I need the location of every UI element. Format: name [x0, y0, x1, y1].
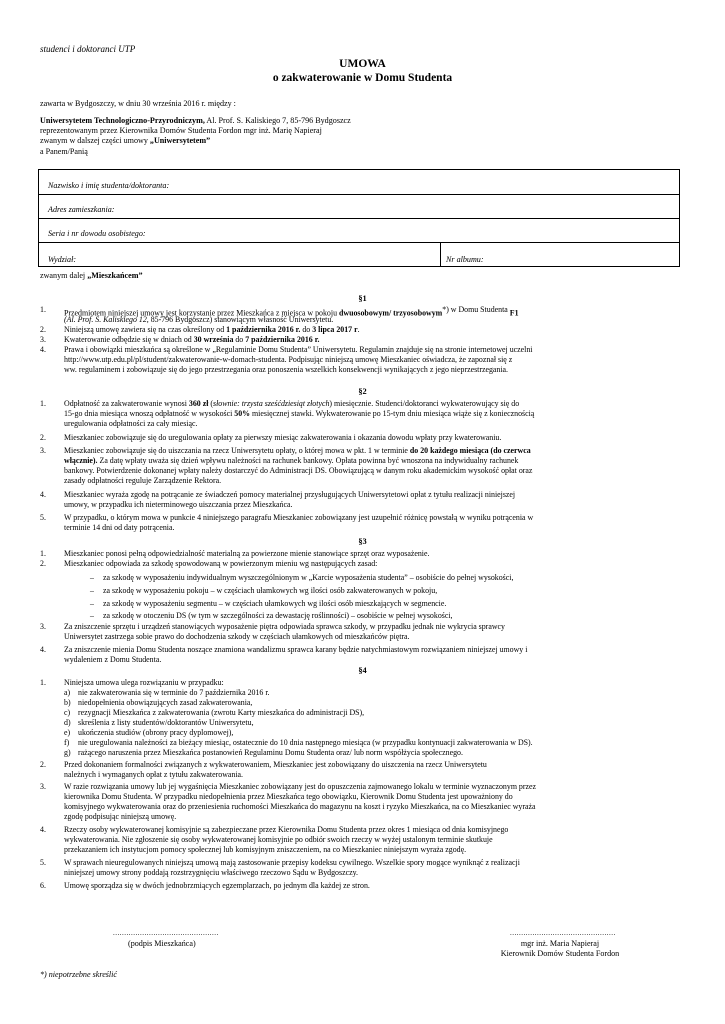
s2-item-3-line2: włącznie). Za datę wpłaty uważa się dzień wpływu należności na rachunek bankowy. Opłata powinna być wnoszona na indywidualny rachunek — [64, 456, 519, 465]
item-number: 1. — [40, 305, 46, 314]
s3-item-2: Mieszkaniec odpowiada za szkodę spowodowaną w powierzonym mieniu wg następujących zasad: — [64, 559, 378, 568]
document-title: UMOWA — [339, 58, 386, 70]
s3-item-3-line2: Uniwersytet zastrzega sobie prawo do dochodzenia szkody w częściach ułamkowych od mieszkańców piętra. — [64, 632, 410, 641]
address-field-label: Adres zamieszkania: — [48, 205, 115, 214]
item-number: 1. — [40, 678, 46, 687]
s4-letter: g) — [64, 748, 71, 757]
university-address: Al. Prof. S. Kaliskiego 7, 85-796 Bydgoszcz — [204, 116, 351, 125]
s1-item-4-line3: ww. regulaminem i zobowiązuje się do jego przestrzegania oraz ponoszenia wszelkich konsekwencji wynikających z jego nieprzestrzegania. — [64, 365, 509, 374]
s3-item-4-line2: wydaleniem z Domu Studenta. — [64, 655, 162, 664]
s3-item-4-line1: Za zniszczenie mienia Domu Studenta noszące znamiona wandalizmu sprawca karany będzie natychmiastowym rozwiązaniem niniejszej umowy i — [64, 645, 528, 654]
section-4-heading: §4 — [358, 666, 367, 675]
s4-letter: d) — [64, 718, 71, 727]
id-field-label: Seria i nr dowodu osobistego: — [48, 229, 146, 238]
item-number: 4. — [40, 825, 46, 834]
s4-letter: f) — [64, 738, 70, 747]
section-3 — [40, 549, 690, 669]
intro-date-line: zawarta w Bydgoszczy, w dniu 30 września 2016 r. między : — [40, 99, 236, 108]
s2-item-5-line2: terminie 14 dni od daty potrącenia. — [64, 523, 175, 532]
s2-item-4-line2: umowy, w przypadku ich nieterminowego uiszczania przez Mieszkańca. — [64, 500, 293, 509]
resident-signature-line: ............................................... — [113, 929, 219, 937]
item-number: 1. — [40, 399, 46, 408]
s4-reason: rezygnacji Mieszkańca z zakwaterowania (zwrotu Karty mieszkańca do administracji DS), — [78, 708, 365, 717]
item-number: 1. — [40, 549, 46, 558]
s2-item-1-line1: Odpłatność za zakwaterowanie wynosi 360 zł (słownie: trzysta sześćdziesiąt złotych) miesięcznie. Studenci/doktoranci wykwaterowujący się do — [64, 399, 520, 408]
s4-item-3-line2: kierownika Domu Studenta. W przypadku niedopełnienia przez Mieszkańca tego obowiązku, Kierownik Domu Studenta jest upoważniony do — [64, 792, 513, 801]
s4-reason: skreślenia z listy studentów/doktorantów Uniwersytetu, — [78, 718, 254, 727]
album-field-label: Nr albumu: — [446, 255, 484, 264]
section-1 — [40, 305, 690, 389]
s1-item-4-line1: Prawa i obowiązki mieszkańca są określone w „Regulaminie Domu Studenta” Uniwersytetu. Regulamin znajduje się na stronie internetowej uczelni — [64, 345, 533, 354]
manager-title: Kierownik Domów Studenta Fordon — [500, 949, 620, 958]
s4-item-2-line1: Przed dokonaniem formalności związanych z wykwaterowaniem, Mieszkaniec jest zobowiązany do uiszczenia na rzecz Uniwersytetu — [64, 760, 487, 769]
dash-bullet: – — [90, 586, 94, 595]
item-number: 4. — [40, 490, 46, 499]
s1-item-2: Niniejszą umowę zawiera się na czas określony od 1 października 2016 r. do 3 lipca 2017 r. — [64, 325, 360, 334]
item-number: 5. — [40, 513, 46, 522]
item-number: 2. — [40, 559, 46, 568]
footnote: *) niepotrzebne skreślić — [40, 970, 118, 979]
s4-reason: rażącego naruszenia przez Mieszkańca postanowień Regulaminu Domu Studenta oraz/ lub norm współżycia społecznego. — [78, 748, 463, 757]
intro-represented: reprezentowanym przez Kierownika Domów Studenta Fordon mgr inż. Marię Napieraj — [40, 126, 322, 135]
form-row-address — [39, 194, 679, 219]
s2-item-3-line1: Mieszkaniec zobowiązuje się do uiszczania na rzecz Uniwersytetu opłaty, o której mowa w pkt. 1 w terminie do 20 każdego miesiąca (do czerwca — [64, 446, 531, 455]
s4-letter: a) — [64, 688, 71, 697]
item-number: 5. — [40, 858, 46, 867]
manager-name: mgr inż. Maria Napieraj — [520, 939, 600, 948]
dash-bullet: – — [90, 573, 94, 582]
s4-letter: b) — [64, 698, 71, 707]
s4-item-1: Niniejsza umowa ulega rozwiązaniu w przypadku: — [64, 678, 224, 687]
s4-reason: nie uregulowania należności za bieżący miesiąc, ostatecznie do 10 dnia następnego miesiąca (w przypadku kontynuacji zakwaterowania w DS). — [78, 738, 533, 747]
item-number: 6. — [40, 881, 46, 890]
s3-rule-2: za szkodę w wyposażeniu pokoju – w częściach ułamkowych wg ilości osób zakwaterowanych w pokoju, — [103, 586, 438, 595]
section-2-heading: §2 — [358, 387, 367, 396]
s1-item-1: Przedmiotem niniejszej umowy jest korzystanie przez Mieszkańca z miejsca w pokoju dwuosobowym/ trzyosobowym$^{*) w Domu Studenta}$ F1 — [64, 305, 519, 318]
s4-letter: e) — [64, 728, 71, 737]
s4-reason: niedopełnienia obowiązujących zasad zakwaterowania, — [78, 698, 253, 707]
section-4 — [40, 678, 690, 908]
s2-item-3-line4: zasady odpłatności reguluje Zarządzenie Rektora. — [64, 476, 222, 485]
intro-university — [40, 116, 690, 126]
s2-item-1-line3: uregulowania odpłatności za cały miesiąc. — [64, 419, 198, 428]
student-data-form — [38, 169, 680, 267]
called-line — [40, 271, 690, 281]
item-number: 3. — [40, 335, 46, 344]
s4-item-3-line1: W razie rozwiązania umowy lub jej wygaśnięcia Mieszkaniec zobowiązany jest do opuszczenia zajmowanego lokalu w terminie wyznaczonym przez — [64, 782, 537, 791]
s4-item-2-line2: należnych i wymaganych opłat z tytułu zakwaterowania. — [64, 770, 244, 779]
dash-bullet: – — [90, 599, 94, 608]
item-number: 4. — [40, 645, 46, 654]
intro-party: a Panem/Panią — [40, 147, 88, 156]
s4-reason: ukończenia studiów (obrony pracy dyplomowej), — [78, 728, 234, 737]
s2-item-3-line3: bankowy. Potwierdzenie dokonanej wpłaty należy dostarczyć do Administracji DS. Obowiązującą w danym roku akademickim wysokość opłat oraz — [64, 466, 533, 475]
faculty-field-label: Wydział: — [48, 255, 77, 264]
s4-item-4-line2: wykwaterowania. Nie zgłoszenie się osoby wykwaterowanej komisyjnie po odbiór swoich rzeczy w wyżej ustalonym terminie skutkuje — [64, 835, 493, 844]
s2-item-1-line2: 15-go dnia miesiąca wnoszą odpłatność w wysokości 50% miesięcznej stawki. Wykwaterowanie po 15-tym dniu miesiąca wiąże się z koniecznością — [64, 409, 535, 418]
s1-item-1-line2: (Al. Prof. S. Kaliskiego 12, 85-796 Bydgoszcz) stanowiącym własność Uniwersytetu. — [64, 315, 334, 324]
item-number: 2. — [40, 760, 46, 769]
s1-item-4-line2: http://www.utp.edu.pl/pl/student/zakwaterowanie-w-domach-studenta. Podpisując niniejszą umowę Mieszkaniec oświadcza, że zapoznał się z — [64, 355, 513, 364]
resident-signature-label: (podpis Mieszkańca) — [128, 939, 196, 948]
section-1-heading: §1 — [358, 294, 367, 303]
s4-item-5-line2: niniejszej umowy strony poddają rozstrzygnięciu właściwego rzeczowo Sądu w Bydgoszczy. — [64, 868, 358, 877]
intro-further — [40, 136, 690, 146]
s1-item-3: Kwaterowanie odbędzie się w dniach od 30 września do 7 października 2016 r. — [64, 335, 320, 344]
s4-item-4-line1: Rzeczy osoby wykwaterowanej komisyjnie są zabezpieczane przez Kierownika Domu Studenta przez okres 1 miesiąca od dnia komisyjnego — [64, 825, 509, 834]
s2-item-4-line1: Mieszkaniec wyraża zgodę na potrącanie ze świadczeń pomocy materialnej przysługujących Uniwersytetowi opłat z tytułu realizacji niniejszej — [64, 490, 516, 499]
university-name: Uniwersytetem Technologiczno-Przyrodniczym, — [40, 116, 205, 125]
s4-letter: c) — [64, 708, 71, 717]
intro-further-text: zwanym w dalszej części umowy — [40, 136, 150, 145]
item-number: 3. — [40, 782, 46, 791]
s4-item-6: Umowę sporządza się w dwóch jednobrzmiących egzemplarzach, po jednym dla każdej ze stron. — [64, 881, 370, 890]
s2-item-2: Mieszkaniec zobowiązuje się do uregulowania opłaty za pierwszy miesiąc zakwaterowania i okazania dowodu wpłaty przy kwaterowaniu. — [64, 433, 502, 442]
item-number: 2. — [40, 433, 46, 442]
item-number: 3. — [40, 446, 46, 455]
s3-item-3-line1: Za zniszczenie sprzętu i urządzeń stanowiących wyposażenie piętra odpowiada sprawca szkody, w przypadku jednak nie wykrycia sprawcy — [64, 622, 505, 631]
s4-item-3-line3: komisyjnego wykwaterowania oraz do przeniesienia ruchomości Mieszkańca do magazynu na koszt i ryzyko Mieszkańca, na co Mieszkaniec wyraża — [64, 802, 536, 811]
name-field-label: Nazwisko i imię studenta/doktoranta: — [48, 181, 170, 190]
called-text: zwanym dalej — [40, 271, 88, 280]
s3-rule-1: za szkodę w wyposażeniu indywidualnym wyszczególnionym w „Karcie wyposażenia studenta” – osobiście do pełnej wysokości, — [103, 573, 514, 582]
item-number: 2. — [40, 325, 46, 334]
s3-rule-3: za szkodę w wyposażeniu segmentu – w częściach ułamkowych wg ilości osób mieszkających w segmencie. — [103, 599, 447, 608]
manager-signature-line: ............................................... — [510, 929, 616, 937]
item-number: 3. — [40, 622, 46, 631]
form-row-name — [39, 170, 679, 195]
section-2 — [40, 399, 690, 539]
s4-item-5-line1: W sprawach nieuregulowanych niniejszą umową mają zastosowanie przepisy kodeksu cywilnego. Wszelkie spory mogące wyniknąć z realizacji — [64, 858, 520, 867]
s4-item-4-line3: przekazaniem ich instytucjom pomocy społecznej lub komisyjnym zniszczeniem, na co Mieszkaniec niniejszym wyraża zgodę. — [64, 845, 467, 854]
s3-rule-4: za szkodę w otoczeniu DS (w tym w szczególności za dewastację roślinności) – osobiście w pełnej wysokości, — [103, 611, 453, 620]
s4-item-3-line4: zgodę podpisując niniejszą umowę. — [64, 812, 177, 821]
item-number: 4. — [40, 345, 46, 354]
document-subtitle: o zakwaterowanie w Domu Studenta — [272, 72, 453, 84]
form-divider — [440, 243, 441, 266]
university-alias: „Uniwersytetem” — [149, 136, 211, 145]
s4-reason: nie zakwaterowania się w terminie do 7 października 2016 r. — [78, 688, 270, 697]
section-3-heading: §3 — [358, 537, 367, 546]
s3-item-1: Mieszkaniec ponosi pełną odpowiedzialność materialną za powierzone mienie stanowiące sprzęt oraz wyposażenie. — [64, 549, 430, 558]
s2-item-5-line1: W przypadku, o którym mowa w punkcie 4 niniejszego paragrafu Mieszkaniec zobowiązany jest uzupełnić różnicę powstałą w wyniku potrącenia w — [64, 513, 534, 522]
header-note: studenci i doktoranci UTP — [40, 44, 136, 54]
dash-bullet: – — [90, 611, 94, 620]
resident-alias: „Mieszkańcem” — [87, 271, 143, 280]
form-row-id — [39, 218, 679, 243]
